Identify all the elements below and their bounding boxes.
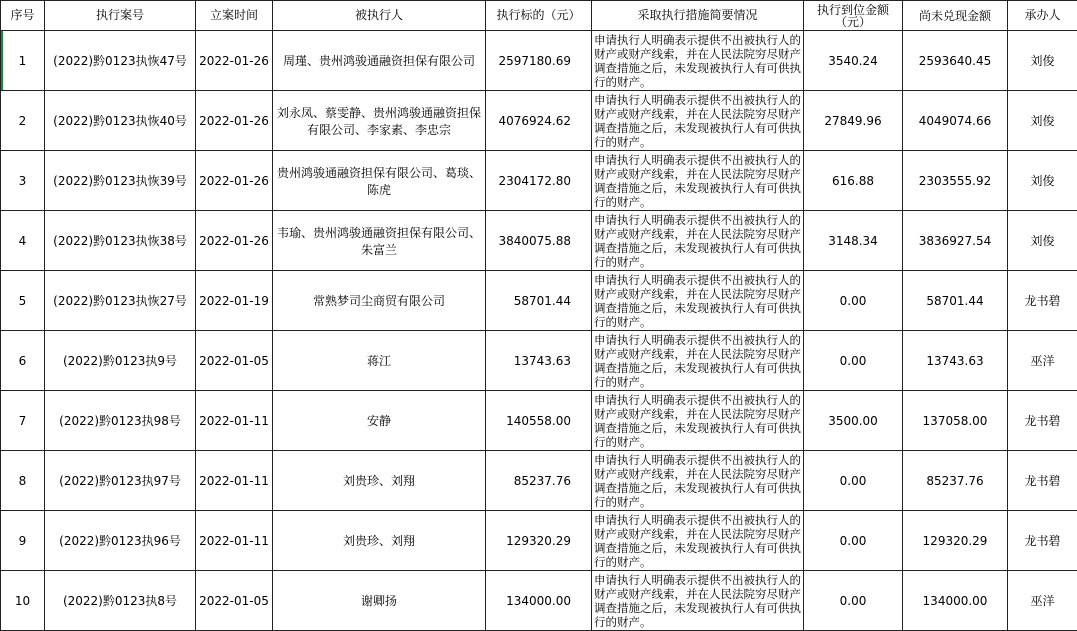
row-index: 4 (1, 211, 45, 271)
table-row[interactable] (1, 331, 1077, 391)
row-outstanding-amount: 4049074.66 (903, 91, 1008, 151)
row-respondent: 刘贵珍、刘翔 (273, 511, 486, 571)
row-index: 6 (1, 331, 45, 391)
row-target-amount: 58701.44 (486, 271, 592, 331)
row-case-no: (2022)黔0123执97号 (45, 451, 196, 511)
row-received-amount: 0.00 (804, 331, 903, 391)
table-row[interactable] (1, 31, 1077, 91)
row-case-no: (2022)黔0123执恢39号 (45, 151, 196, 211)
row-measures: 申请执行人明确表示提供不出被执行人的财产或财产线索，并在人民法院穷尽财产调查措施之后，未发现被执行人有可供执行的财产。 (592, 391, 804, 451)
row-measures: 申请执行人明确表示提供不出被执行人的财产或财产线索，并在人民法院穷尽财产调查措施之后，未发现被执行人有可供执行的财产。 (592, 571, 804, 631)
row-outstanding-amount: 129320.29 (903, 511, 1008, 571)
row-received-amount: 0.00 (804, 511, 903, 571)
table-row[interactable] (1, 271, 1077, 331)
row-target-amount: 2597180.69 (486, 31, 592, 91)
row-respondent: 刘贵珍、刘翔 (273, 451, 486, 511)
header-outstanding-amount: 尚未兑现金额 (903, 1, 1008, 31)
row-handler: 龙书碧 (1008, 511, 1077, 571)
row-target-amount: 3840075.88 (486, 211, 592, 271)
row-received-amount: 27849.96 (804, 91, 903, 151)
row-index: 8 (1, 451, 45, 511)
row-handler: 龙书碧 (1008, 391, 1077, 451)
row-measures: 申请执行人明确表示提供不出被执行人的财产或财产线索，并在人民法院穷尽财产调查措施之后，未发现被执行人有可供执行的财产。 (592, 451, 804, 511)
row-case-no: (2022)黔0123执恢38号 (45, 211, 196, 271)
row-respondent: 韦瑜、贵州鸿骏通融资担保有限公司、朱富兰 (273, 211, 486, 271)
row-measures: 申请执行人明确表示提供不出被执行人的财产或财产线索，并在人民法院穷尽财产调查措施之后，未发现被执行人有可供执行的财产。 (592, 331, 804, 391)
row-received-amount: 0.00 (804, 451, 903, 511)
header-index: 序号 (1, 1, 45, 31)
row-received-amount: 3148.34 (804, 211, 903, 271)
row-measures: 申请执行人明确表示提供不出被执行人的财产或财产线索，并在人民法院穷尽财产调查措施之后，未发现被执行人有可供执行的财产。 (592, 31, 804, 91)
row-outstanding-amount: 13743.63 (903, 331, 1008, 391)
header-case-no: 执行案号 (45, 1, 196, 31)
row-outstanding-amount: 3836927.54 (903, 211, 1008, 271)
header-handler: 承办人 (1008, 1, 1077, 31)
row-outstanding-amount: 137058.00 (903, 391, 1008, 451)
table-row[interactable] (1, 151, 1077, 211)
header-filing-date: 立案时间 (196, 1, 273, 31)
row-measures: 申请执行人明确表示提供不出被执行人的财产或财产线索，并在人民法院穷尽财产调查措施之后，未发现被执行人有可供执行的财产。 (592, 271, 804, 331)
row-handler: 巫洋 (1008, 331, 1077, 391)
row-respondent: 刘永凤、蔡雯静、贵州鸿骏通融资担保有限公司、李家素、李忠宗 (273, 91, 486, 151)
row-case-no: (2022)黔0123执98号 (45, 391, 196, 451)
row-filing-date: 2022-01-11 (196, 451, 273, 511)
row-respondent: 贵州鸿骏通融资担保有限公司、葛琰、陈虎 (273, 151, 486, 211)
row-case-no: (2022)黔0123执恢27号 (45, 271, 196, 331)
table-row[interactable] (1, 451, 1077, 511)
row-handler: 龙书碧 (1008, 271, 1077, 331)
row-outstanding-amount: 58701.44 (903, 271, 1008, 331)
row-case-no: (2022)黔0123执8号 (45, 571, 196, 631)
row-filing-date: 2022-01-26 (196, 211, 273, 271)
row-received-amount: 616.88 (804, 151, 903, 211)
row-index: 7 (1, 391, 45, 451)
row-target-amount: 134000.00 (486, 571, 592, 631)
table-row[interactable] (1, 211, 1077, 271)
row-measures: 申请执行人明确表示提供不出被执行人的财产或财产线索，并在人民法院穷尽财产调查措施之后，未发现被执行人有可供执行的财产。 (592, 511, 804, 571)
row-target-amount: 13743.63 (486, 331, 592, 391)
row-respondent: 谢卿扬 (273, 571, 486, 631)
row-handler: 刘俊 (1008, 151, 1077, 211)
row-index: 5 (1, 271, 45, 331)
row-outstanding-amount: 134000.00 (903, 571, 1008, 631)
header-row (1, 1, 1077, 31)
row-outstanding-amount: 2303555.92 (903, 151, 1008, 211)
row-handler: 巫洋 (1008, 571, 1077, 631)
row-received-amount: 0.00 (804, 271, 903, 331)
row-target-amount: 2304172.80 (486, 151, 592, 211)
row-received-amount: 0.00 (804, 571, 903, 631)
row-index: 1 (1, 31, 45, 91)
row-index: 9 (1, 511, 45, 571)
row-handler: 刘俊 (1008, 31, 1077, 91)
row-index: 2 (1, 91, 45, 151)
row-filing-date: 2022-01-11 (196, 391, 273, 451)
table-row[interactable] (1, 511, 1077, 571)
header-measures: 采取执行措施简要情况 (592, 1, 804, 31)
row-case-no: (2022)黔0123执恢40号 (45, 91, 196, 151)
header-respondent: 被执行人 (273, 1, 486, 31)
row-index: 3 (1, 151, 45, 211)
row-target-amount: 129320.29 (486, 511, 592, 571)
row-index: 10 (1, 571, 45, 631)
row-outstanding-amount: 2593640.45 (903, 31, 1008, 91)
row-respondent: 周瑾、贵州鸿骏通融资担保有限公司 (273, 31, 486, 91)
row-respondent: 安静 (273, 391, 486, 451)
row-handler: 刘俊 (1008, 211, 1077, 271)
row-case-no: (2022)黔0123执恢47号 (45, 31, 196, 91)
row-case-no: (2022)黔0123执9号 (45, 331, 196, 391)
row-filing-date: 2022-01-26 (196, 91, 273, 151)
row-filing-date: 2022-01-19 (196, 271, 273, 331)
row-filing-date: 2022-01-05 (196, 571, 273, 631)
header-received-amount: 执行到位金额（元） (804, 1, 903, 31)
row-target-amount: 4076924.62 (486, 91, 592, 151)
table-row[interactable] (1, 391, 1077, 451)
row-received-amount: 3540.24 (804, 31, 903, 91)
row-case-no: (2022)黔0123执96号 (45, 511, 196, 571)
row-respondent: 蒋江 (273, 331, 486, 391)
row-measures: 申请执行人明确表示提供不出被执行人的财产或财产线索，并在人民法院穷尽财产调查措施之后，未发现被执行人有可供执行的财产。 (592, 151, 804, 211)
row-received-amount: 3500.00 (804, 391, 903, 451)
row-filing-date: 2022-01-26 (196, 31, 273, 91)
row-target-amount: 140558.00 (486, 391, 592, 451)
row-handler: 龙书碧 (1008, 451, 1077, 511)
row-target-amount: 85237.76 (486, 451, 592, 511)
table-row[interactable] (1, 571, 1077, 631)
row-respondent: 常熟梦司尘商贸有限公司 (273, 271, 486, 331)
header-target-amount: 执行标的（元） (486, 1, 592, 31)
row-measures: 申请执行人明确表示提供不出被执行人的财产或财产线索，并在人民法院穷尽财产调查措施之后，未发现被执行人有可供执行的财产。 (592, 211, 804, 271)
row-measures: 申请执行人明确表示提供不出被执行人的财产或财产线索，并在人民法院穷尽财产调查措施之后，未发现被执行人有可供执行的财产。 (592, 91, 804, 151)
row-filing-date: 2022-01-05 (196, 331, 273, 391)
table-row[interactable] (1, 91, 1077, 151)
row-handler: 刘俊 (1008, 91, 1077, 151)
row-filing-date: 2022-01-11 (196, 511, 273, 571)
row-filing-date: 2022-01-26 (196, 151, 273, 211)
row-outstanding-amount: 85237.76 (903, 451, 1008, 511)
